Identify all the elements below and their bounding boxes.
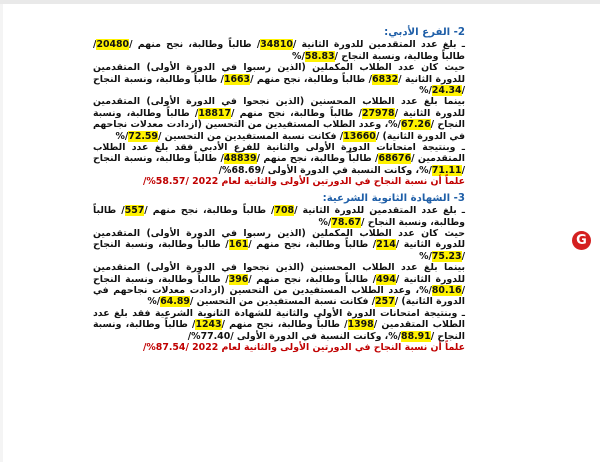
highlighted-number: 67.26: [400, 119, 431, 131]
text-segment: / طالباً وطالبة، ونسبة النجاح /: [93, 153, 465, 176]
highlighted-number: 27978: [361, 107, 395, 119]
highlighted-number: 75.23: [431, 250, 462, 262]
text-segment: ـ وبنتيجة امتحانات الدورة الأولى والثانية للشهادة الثانوية الشرعية فقد بلغ عدد الطلاب المتقدمين /: [93, 307, 465, 331]
paragraph: [93, 228, 465, 262]
highlighted-number: 68676: [378, 153, 412, 165]
text-segment: / طالباً وطالبة، ونسبة النجاح /: [93, 205, 465, 228]
paragraph: [93, 205, 465, 228]
highlighted-number: 1243: [195, 319, 222, 331]
text-segment: / طالباً وطالبة، نجح منهم /: [221, 319, 348, 331]
text-segment: بينما بلغ عدد الطلاب المحسنين (الذين نجحوا في الدورة الأولى) المتقدمين للدورة الثانية /: [93, 96, 465, 119]
highlighted-number: 1398: [347, 319, 374, 331]
text-segment: ـ بلغ عدد المتقدمين للدورة الثانية /: [292, 39, 465, 51]
text-segment: / طالباً وطالبة، ونسبة النجاح /: [93, 39, 465, 62]
paragraph: [93, 142, 465, 176]
document-body: [93, 27, 465, 441]
text-segment: / طالباً وطالبة، نجح منهم /: [248, 273, 377, 285]
highlighted-number: 88.91: [401, 330, 431, 342]
highlighted-number: 80.16: [431, 284, 462, 296]
paragraph: [93, 62, 465, 96]
summary-note: علماً أن نسبة النجاح في الدورتين الأولى والثانية لعام 2022 /87.54%/: [142, 341, 465, 353]
summary-note: علماً أن نسبة النجاح في الدورتين الأولى والثانية لعام 2022 /58.57%/: [142, 176, 465, 188]
highlighted-number: 20480: [96, 39, 130, 51]
text-segment: /%: [318, 216, 332, 228]
text-segment: حيث كان عدد الطلاب المكملين (الذين رسبوا في الدورة الأولى) المتقدمين للدورة الثانية /: [93, 227, 465, 251]
highlighted-number: 72.59: [128, 130, 158, 142]
section-title: 2- الفرع الأدبي:: [384, 27, 465, 38]
text-segment: /%: [147, 296, 161, 308]
text-segment: حيث كان عدد الطلاب المكملين (الذين رسبوا في الدورة الأولى) المتقدمين للدورة الثانية /: [93, 62, 465, 85]
highlighted-number: 708: [274, 205, 295, 217]
text-segment: /%: [115, 130, 129, 142]
highlighted-number: 78.67: [331, 216, 362, 228]
paragraph: [93, 308, 465, 342]
highlighted-number: 494: [376, 273, 396, 285]
section-title: 3- الشهادة الثانوية الشرعية:: [322, 192, 465, 204]
text-segment: / فكانت نسبة المستفيدين من التحسين /: [189, 296, 376, 308]
text-segment: /%: [419, 85, 432, 97]
text-segment: بينما بلغ عدد الطلاب المحسنين (الذين نجحوا في الدورة الأولى) المتقدمين للدورة الثانية /: [93, 262, 465, 285]
highlighted-number: 257: [375, 296, 395, 308]
text-segment: / طالباً وطالبة، ونسبة النجاح /: [93, 319, 465, 342]
highlighted-number: 6832: [372, 73, 399, 85]
highlighted-number: 396: [228, 273, 249, 285]
text-segment: / طالباً وطالبة، ونسبة النجاح /: [93, 273, 465, 296]
text-segment: /%: [419, 250, 432, 262]
highlighted-number: 48839: [223, 153, 257, 165]
highlighted-number: 13660: [343, 130, 376, 142]
paragraph: [93, 342, 465, 353]
paragraph: [93, 39, 465, 62]
text-segment: / طالباً وطالبة، نجح منهم /: [129, 39, 261, 51]
paragraph: [93, 262, 465, 308]
highlighted-number: 18817: [198, 107, 231, 119]
highlighted-number: 214: [376, 239, 396, 251]
highlighted-number: 161: [228, 239, 249, 251]
text-segment: / طالباً وطالبة، نجح منهم /: [248, 239, 377, 251]
text-segment: / طالباً وطالبة، نجح منهم /: [256, 153, 379, 165]
text-segment: /%، وعدد الطلاب المستفيدين من التحسين (ازدادت معدلات نجاحهم في الدورة الثانية) /: [93, 284, 465, 308]
highlighted-number: 71.11: [431, 164, 462, 176]
text-segment: ـ بلغ عدد المتقدمين للدورة الثانية /: [294, 205, 465, 217]
text-segment: ـ وبنتيجة امتحانات الدورة الأولى والثانية للفرع الأدبي فقد بلغ عدد الطلاب المتقدمين /: [93, 142, 465, 165]
highlighted-number: 64.89: [160, 296, 190, 308]
text-segment: / طالباً وطالبة، ونسبة النجاح /: [93, 107, 465, 131]
window-top-strip: [0, 0, 600, 4]
highlighted-number: 58.83: [304, 50, 335, 62]
highlighted-number: 34810: [260, 39, 293, 51]
highlighted-number: 557: [124, 205, 145, 217]
paragraph: [93, 96, 465, 142]
text-segment: /%: [292, 50, 305, 62]
channel-logo-icon: G: [572, 231, 591, 250]
highlighted-number: 24.34: [431, 85, 462, 97]
text-segment: /%، وكانت النسبة في الدورة الأولى /68.69%/: [218, 164, 432, 176]
left-edge-strip: [0, 4, 3, 462]
text-segment: / طالباً وطالبة، ونسبة النجاح /: [93, 73, 465, 97]
text-segment: / فكانت نسبة المستفيدين من التحسين /: [157, 130, 344, 142]
text-segment: /%، وكانت النسبة في الدورة الأولى /77.40%/: [187, 330, 402, 342]
paragraph: [93, 176, 465, 187]
text-segment: / طالباً وطالبة، نجح منهم /: [144, 205, 275, 217]
text-segment: / طالباً وطالبة، ونسبة النجاح /: [93, 239, 465, 262]
highlighted-number: 1663: [223, 73, 251, 85]
text-segment: / طالباً وطالبة، نجح منهم /: [230, 107, 362, 119]
text-segment: / طالباً وطالبة، نجح منهم /: [250, 73, 373, 85]
text-segment: /%، وعدد الطلاب المستفيدين من التحسين (ازدادت معدلات نجاحهم في الدورة الثانية) /: [93, 119, 465, 142]
